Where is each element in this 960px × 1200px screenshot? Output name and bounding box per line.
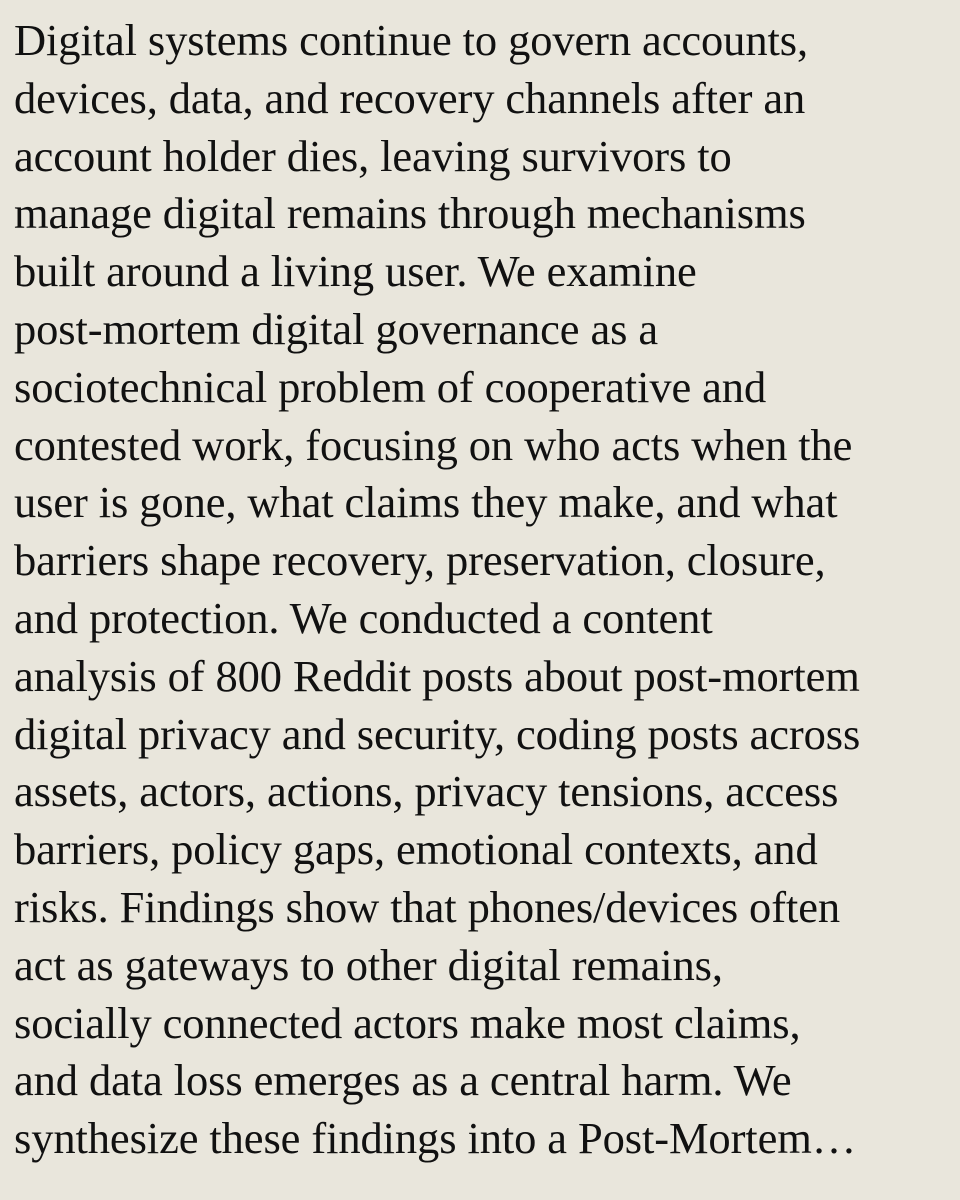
abstract-line: user is gone, what claims they make, and what (14, 477, 838, 528)
abstract-line: synthesize these findings into a Post-Mortem… (14, 1113, 857, 1164)
abstract-line: sociotechnical problem of cooperative and (14, 361, 767, 412)
abstract-line: contested work, focusing on who acts when the (14, 419, 853, 470)
abstract-line: and protection. We conducted a content (14, 592, 713, 643)
abstract-text-block (14, 12, 954, 1168)
abstract-line: and data loss emerges as a central harm. We (14, 1055, 792, 1106)
abstract-line: act as gateways to other digital remains, (14, 939, 723, 990)
abstract-line: barriers, policy gaps, emotional contexts, and (14, 824, 818, 875)
abstract-line: risks. Findings show that phones/devices often (14, 881, 840, 932)
abstract-line: account holder dies, leaving survivors to (14, 130, 732, 181)
abstract-line: Digital systems continue to govern accounts, (14, 15, 808, 65)
abstract-line: socially connected actors make most claims, (14, 997, 801, 1048)
abstract-line: analysis of 800 Reddit posts about post-mortem (14, 650, 860, 701)
abstract-line: digital privacy and security, coding posts across (14, 708, 861, 759)
abstract-line: post-mortem digital governance as a (14, 303, 659, 354)
abstract-line: built around a living user. We examine (14, 246, 697, 297)
abstract-line: manage digital remains through mechanisms (14, 188, 806, 239)
abstract-line: assets, actors, actions, privacy tensions, access (14, 766, 839, 817)
abstract-line: devices, data, and recovery channels after an (14, 72, 806, 123)
abstract-line: barriers shape recovery, preservation, closure, (14, 535, 826, 586)
